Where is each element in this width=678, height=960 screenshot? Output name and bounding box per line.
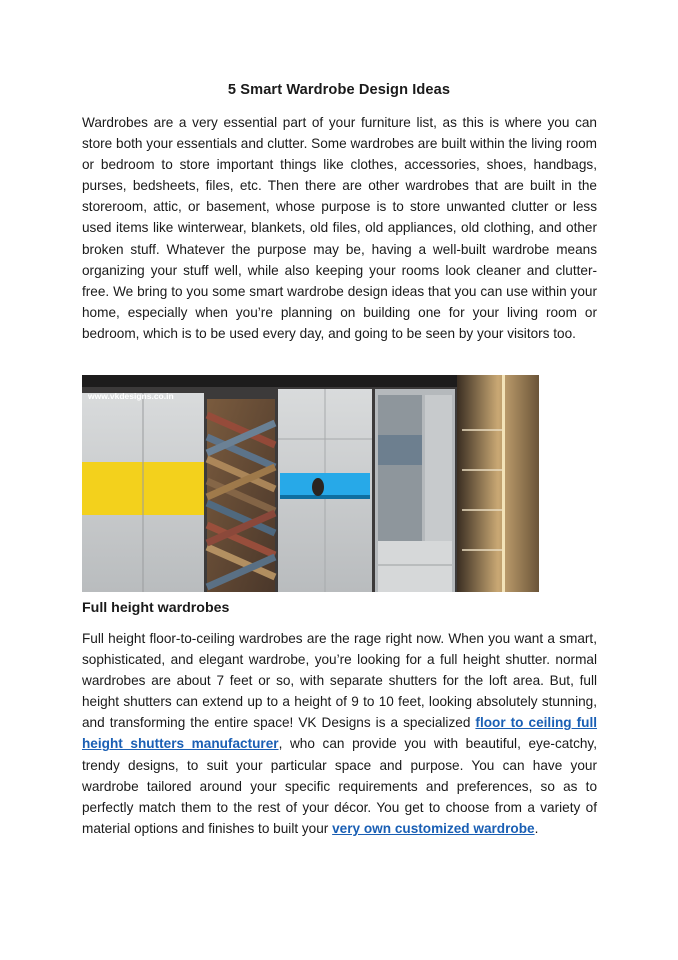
full-height-paragraph (82, 628, 597, 839)
document-title: 5 Smart Wardrobe Design Ideas (227, 82, 451, 98)
paragraph-text: . (534, 820, 539, 836)
paragraph-text: , who can provide you with beautiful, eye-catchy, trendy designs, to suit your particular space and purpose. You can have your wardrobe tailored around your specific requirements and preferences, so as to perfectly match them to the rest of your décor. You get to choose from a variety of material options and finishes to built your (82, 736, 597, 836)
wardrobe-photo (82, 375, 539, 592)
paragraph-text: Full height floor-to-ceiling wardrobes are the rage right now. When you want a smart, sophisticated, and elegant wardrobe, you’re looking for a full height shutter. normal wardrobes are about 7 feet or so, with separate shutters for the loft area. But, full height shutters can extend up to a height of 9 to 10 feet, looking absolutely stunning, and transforming the entire space! VK Designs is a specialized (82, 631, 597, 731)
watermark-text: www.vkdesigns.co.in (88, 391, 174, 401)
intro-paragraph: Wardrobes are a very essential part of your furniture list, as this is where you can store both your essentials and clutter. Some wardrobes are built within the living room or bedroom to store important things like clothes, accessories, shoes, handbags, purses, bedsheets, files, etc. Then there are other wardrobes that are built in the storeroom, attic, or basement, whose purpose is to store unwanted clutter or less used items like winterwear, blankets, old files, old appliances, old clothing, and other broken stuff. Whatever the purpose may be, having a well-built wardrobe means organizing your stuff well, while also keeping your rooms look cleaner and clutter-free. We bring to you some smart wardrobe design ideas that you can use within your home, especially when you’re planning on building one for your living room or bedroom, which is to be used every day, and going to be seen by your visitors too. (82, 115, 597, 341)
full-height-shutters-link[interactable]: floor to ceiling full height shutters manufacturer (82, 715, 598, 752)
section-heading-full-height: Full height wardrobes (82, 600, 230, 616)
customized-wardrobe-link[interactable]: very own customized wardrobe (332, 820, 535, 836)
